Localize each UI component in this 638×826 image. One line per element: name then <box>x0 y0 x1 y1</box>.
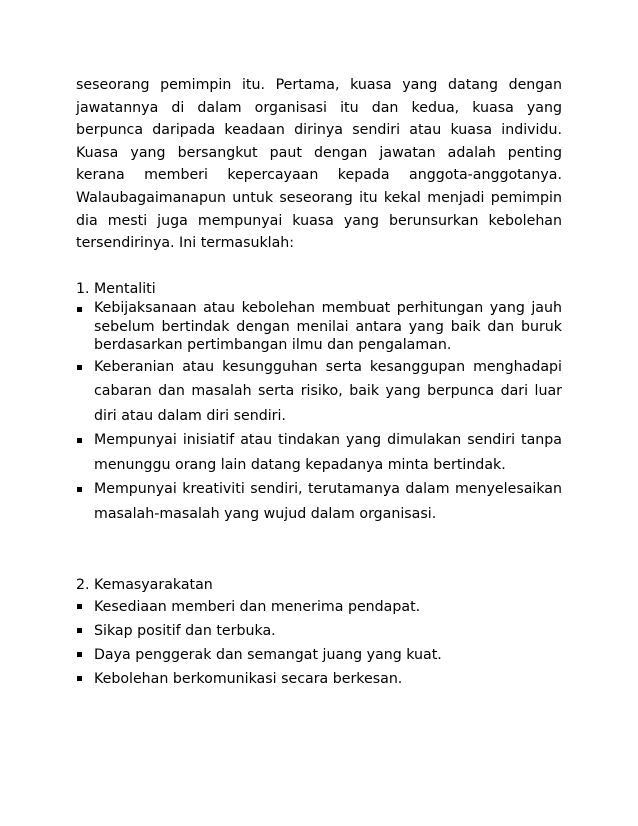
square-bullet-icon <box>77 595 83 619</box>
list-item-text: Sikap positif dan terbuka. <box>94 623 276 639</box>
list-item <box>76 428 562 477</box>
list-item-text: Kebolehan berkomunikasi secara berkesan. <box>94 671 403 687</box>
section-heading: 2. Kemasyarakatan <box>76 577 213 593</box>
list-item-text: Kebijaksanaan atau kebolehan membuat perhitungan yang jauh sebelum bertindak dengan menilai antara yang baik dan buruk berdasarkan pertimbangan ilmu dan pengalaman. <box>94 300 562 353</box>
list-item <box>76 477 562 526</box>
square-bullet-icon <box>77 643 83 667</box>
list-item-text: Kesediaan memberi dan menerima pendapat. <box>94 599 421 615</box>
list-item-text: Mempunyai kreativiti sendiri, terutamanya dalam menyelesaikan masalah-masalah yang wujud dalam organisasi. <box>94 481 562 522</box>
list-item <box>76 619 562 643</box>
intro-paragraph: seseorang pemimpin itu. Pertama, kuasa yang datang dengan jawatannya di dalam organisasi itu dan kedua, kuasa yang berpunca daripada keadaan dirinya sendiri atau kuasa individu. Kuasa yang bersangkut paut dengan jawatan adalah penting kerana memberi kepercayaan kepada anggota-anggotanya. Walaubagaimanapun untuk seseorang itu kekal menjadi pemimpin dia mesti juga mempunyai kuasa yang berunsurkan kebolehan tersendirinya. Ini termasuklah: <box>76 77 562 252</box>
bullet-list <box>76 595 562 691</box>
list-item <box>76 643 562 667</box>
square-bullet-icon <box>77 299 83 355</box>
list-item-text: Mempunyai inisiatif atau tindakan yang dimulakan sendiri tanpa menunggu orang lain datang kepadanya minta bertindak. <box>94 432 562 473</box>
list-item <box>76 595 562 619</box>
section-heading: 1. Mentaliti <box>76 281 156 297</box>
bullet-list <box>76 299 562 526</box>
section-kemasyarakatan <box>76 576 562 691</box>
list-item-text: Daya penggerak dan semangat juang yang kuat. <box>94 647 442 663</box>
square-bullet-icon <box>77 477 83 526</box>
list-item <box>76 355 562 429</box>
square-bullet-icon <box>77 619 83 643</box>
list-item <box>76 667 562 691</box>
list-item <box>76 299 562 355</box>
section-mentaliti <box>76 280 562 526</box>
square-bullet-icon <box>77 667 83 691</box>
square-bullet-icon <box>77 355 83 429</box>
list-item-text: Keberanian atau kesungguhan serta kesanggupan menghadapi cabaran dan masalah serta risiko, baik yang berpunca dari luar diri atau dalam diri sendiri. <box>94 358 562 424</box>
square-bullet-icon <box>77 428 83 477</box>
